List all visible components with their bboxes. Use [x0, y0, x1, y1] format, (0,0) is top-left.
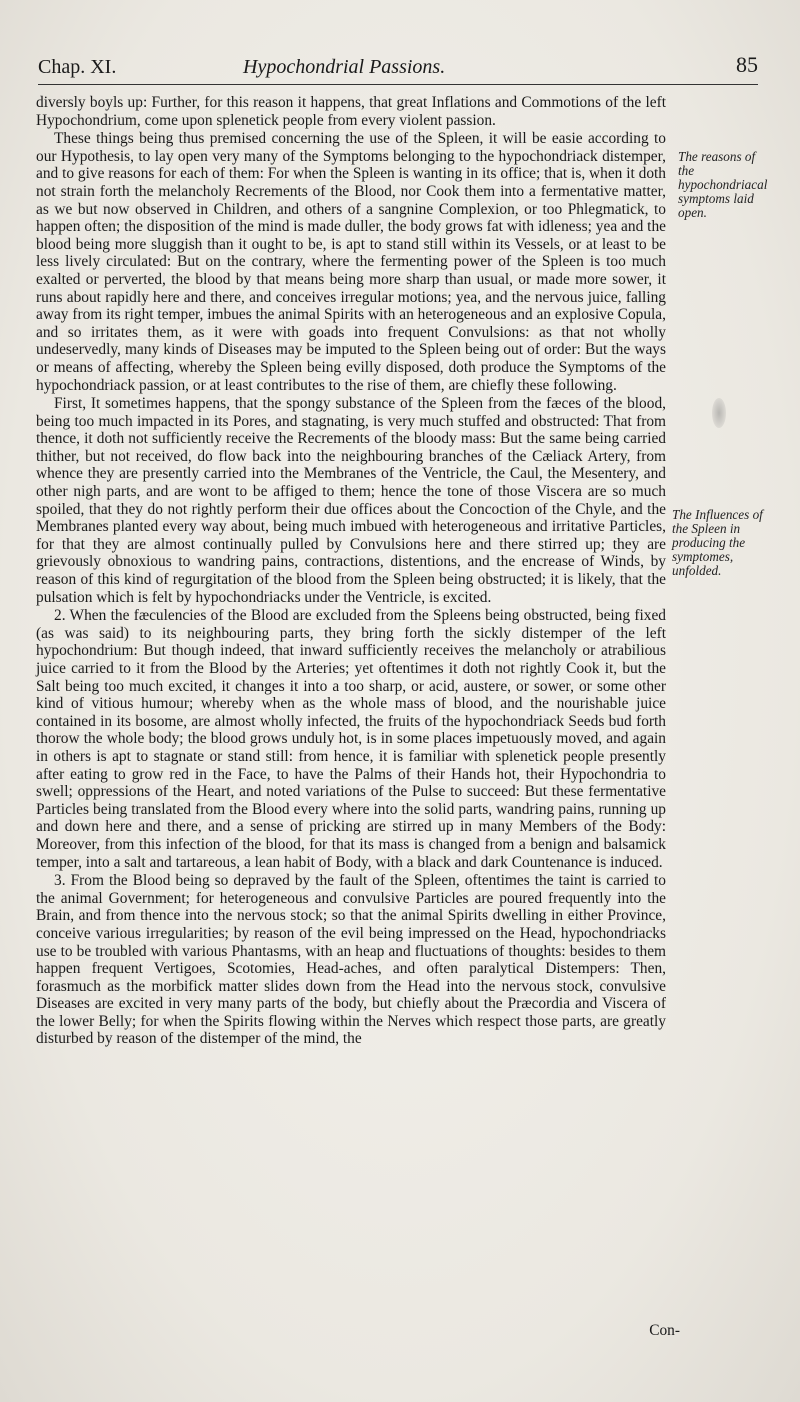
running-title: Hypochondrial Passions. — [243, 56, 446, 78]
paragraph-reasons: These things being thus premised concerning the use of the Spleen, it will be easie according to our Hypothesis, to lay open very many of the Symptoms belonging to the hypochondriack distemper, and to give reasons for each of them: For when the Spleen is wanting in its office; that is, when it doth not strain forth the melancholy Recrements of the Blood, nor Cook them into a fermentative matter, as we but now observed in Children, and others of a sangnine Complexion, or too Phlegmatick, to happen often; the disposition of the mind is made duller, the body grows fat with idleness; yea and the blood being more sluggish than it ought to be, is apt to stand still within its Vessels, or at least to be less lively circulated: But on the contrary, where the fermenting power of the Spleen is too much exalted or perverted, the blood by that means being more sharp than usual, or made more sower, it runs about rapidly here and there, and conceives irregular motions; yea, and the nervous juice, falling away from its right temper, imbues the animal Spirits with an heterogeneous and an explosive Copula, and so irritates them, as it were with goads into frequent Convulsions: as that not wholly undeservedly, many kinds of Diseases may be imputed to the Spleen being out of order: But the ways or means of affecting, whereby the Spleen being evilly disposed, doth produce the Symptoms of the hypochondriack passion, or at least contributes to the rise of them, are chiefly these following. — [36, 130, 666, 394]
chapter-label: Chap. XI. — [38, 56, 117, 78]
margin-note-influences: The Influences of the Spleen in producing the symptomes, unfolded. — [672, 507, 763, 578]
paragraph-third: 3. From the Blood being so depraved by the fault of the Spleen, oftentimes the taint is carried to the animal Government; for heterogeneous and convulsive Particles are poured frequently into the Brain, and from thence into the nervous stock; so that the animal Spirits dwelling in either Province, conceive various irregularities; by reason of the evil being impressed on the Head, hypochondriacks use to be troubled with various Phantasms, with an heap and fluctuations of thoughts: besides to them happen frequent Vertigoes, Scotomies, Head-aches, and often paralytical Distempers: Then, forasmuch as the morbifick matter slides down from the Head into the nervous stock, convulsive Diseases are excited in very many parts of the body, but chiefly about the Præcordia and Viscera of the lower Belly; for when the Spirits flowing within the Nerves which respect those parts, are greatly disturbed by reason of the distemper of the mind, the — [36, 872, 666, 1048]
page-number: 85 — [736, 52, 758, 77]
main-text-column — [36, 94, 666, 1048]
running-header — [38, 50, 758, 85]
paragraph-first: First, It sometimes happens, that the spongy substance of the Spleen from the fæces of the blood, being too much impacted in its Pores, and stagnating, is very much stuffed and obstructed: That from thence, it doth not sufficiently receive the Recrements of the bloody mass: But the same being carried thither, but not received, do flow back into the neighbouring branches of the Cæliack Artery, from whence they are presently carried into the Membranes of the Ventricle, the Caul, the Mesentery, and other nigh parts, and are wont to be affiged to them; hence the tone of those Viscera are so much spoiled, that they do not rightly perform their due offices about the Concoction of the Chyle, and the Membranes planted every way about, being much imbued with heterogeneous and irritative Particles, for that they are almost continually pulled by Convulsions here and there stirred up; they are grievously obnoxious to wandring pains, contractions, distentions, and the encrease of Winds, by reason of this kind of regurgitation of the blood from the Spleen being obstructed; it is likely, that the pulsation which is felt by hypochondriacks under the Ventricle, is excited. — [36, 395, 666, 606]
ink-smudge — [712, 398, 726, 428]
paragraph-continuation: diversly boyls up: Further, for this reason it happens, that great Inflations and Commotions of the left Hypochondrium, come upon splenetick people from every violent passion. — [36, 94, 666, 129]
margin-note-reasons: The reasons of the hypochondriacal symptoms laid open. — [678, 149, 768, 220]
catchword: Con- — [649, 1322, 680, 1339]
paragraph-second: 2. When the fæculencies of the Blood are excluded from the Spleens being obstructed, being fixed (as was said) to its neighbouring parts, they bring forth the sickly distemper of the left hypochondrium: But though indeed, that inward sufficiently receives the melancholy or atrabilious juice carried to it from the Blood by the Arteries; yet oftentimes it doth not rightly Cook it, but the Salt being too much excited, it changes it into a too sharp, or acid, austere, or sower, or some other kind of vitious humour; whereby when as the whole mass of blood, and the nourishable juice contained in its bosome, are almost wholly infected, the fruits of the hypochondriack Seeds bud forth thorow the whole body; the blood grows unduly hot, is in some places impetuously moved, and again in others is apt to stagnate or stand still: from hence, it is familiar with splenetick people presently after eating to grow red in the Face, to have the Palms of their Hands hot, their Hypochondria to swell; oppressions of the Heart, and noted variations of the Pulse to succeed: But these fermentative Particles being translated from the Blood every where into the solid parts, wandring pains, running up and down here and there, and a sense of pricking are stirred up in many Members of the Body: Moreover, from this infection of the blood, for that its mass is changed from a benign and balsamick temper, into a salt and tartareous, a lean habit of Body, with a black and dark Countenance is induced. — [36, 607, 666, 871]
